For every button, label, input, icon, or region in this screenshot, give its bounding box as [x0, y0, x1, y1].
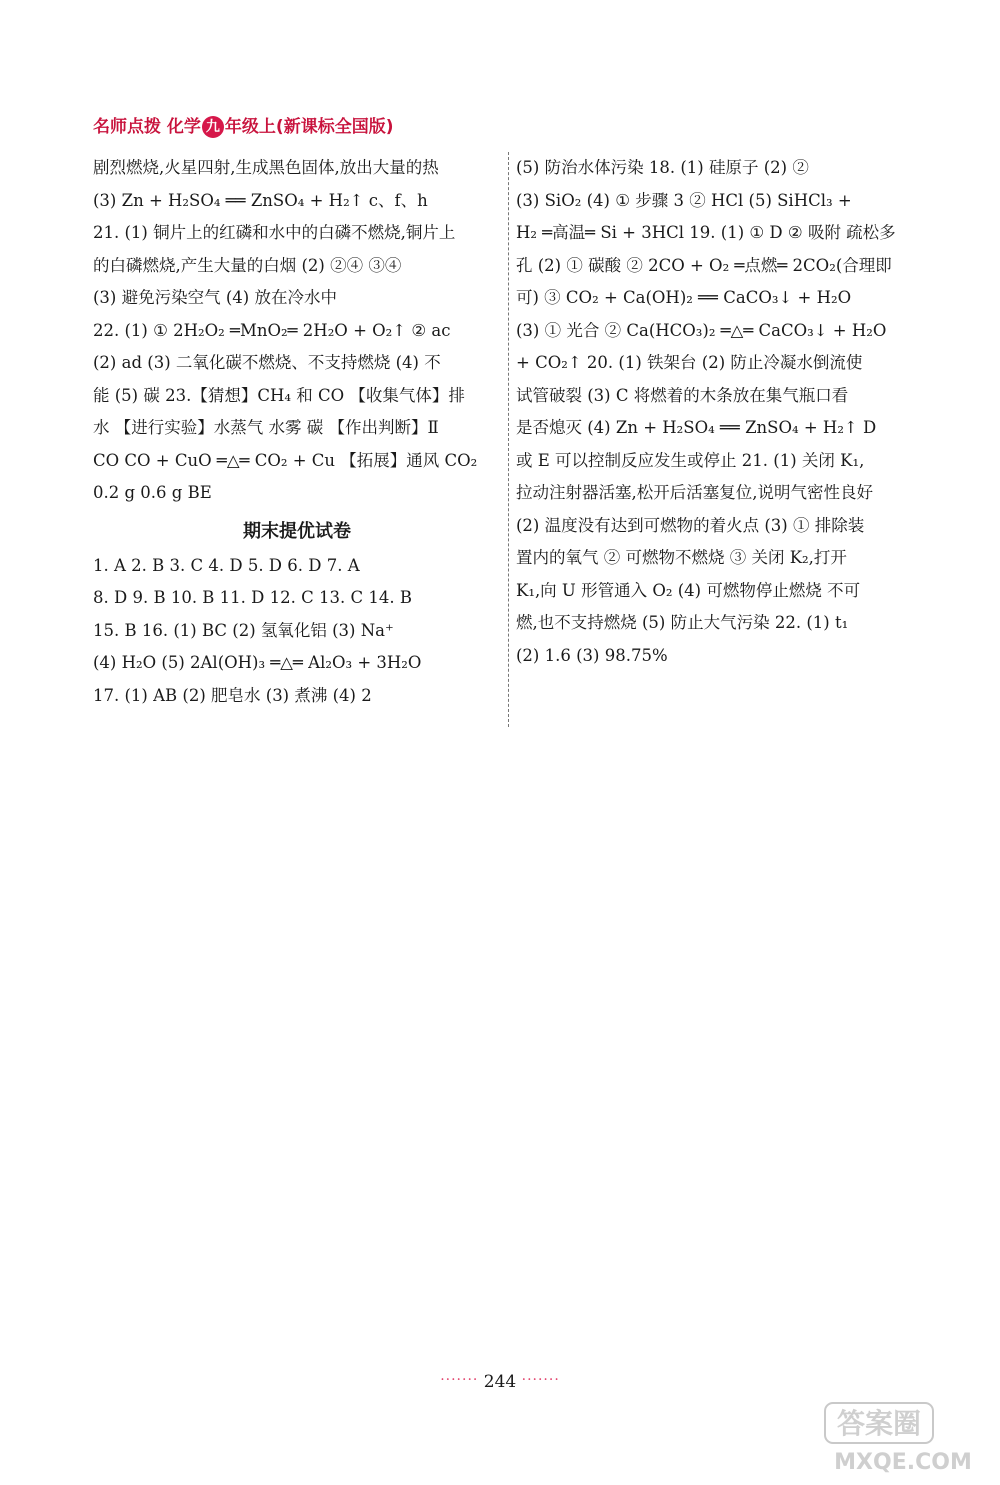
text-line: 试管破裂 (3) C 将燃着的木条放在集气瓶口看 [516, 385, 849, 405]
text-line: (3) SiO₂ (4) ① 步骤 3 ② HCl (5) SiHCl₃ + [516, 190, 852, 210]
text-line: CO CO + CuO ═△═ CO₂ + Cu 【拓展】通风 CO₂ [93, 450, 478, 470]
text-line: 水 【进行实验】水蒸气 水雾 碳 【作出判断】Ⅱ [93, 418, 439, 437]
text-line: (3) ① 光合 ② Ca(HCO₃)₂ ═△═ CaCO₃↓ + H₂O [516, 320, 887, 340]
header-prefix: 名师点拨 化学 [93, 117, 201, 137]
right-column [516, 152, 924, 672]
text-line: (3) Zn + H₂SO₄ ══ ZnSO₄ + H₂↑ c、f、h [93, 190, 428, 210]
section-title: 期末提优试卷 [243, 520, 351, 542]
watermark-logo [823, 1397, 983, 1477]
text-line: (5) 防治水体污染 18. (1) 硅原子 (2) ② [516, 158, 809, 177]
text-line: (2) ad (3) 二氧化碳不燃烧、不支持燃烧 (4) 不 [93, 353, 441, 372]
page-number-dots-left: ······· [440, 1372, 479, 1388]
text-line: 或 E 可以控制反应发生或停止 21. (1) 关闭 K₁, [516, 450, 865, 470]
text-line: H₂ ═高温═ Si + 3HCl 19. (1) ① D ② 吸附 疏松多 [516, 223, 896, 242]
text-line: 燃,也不支持燃烧 (5) 防止大气污染 22. (1) t₁ [516, 613, 849, 632]
text-line: 1. A 2. B 3. C 4. D 5. D 6. D 7. A [93, 555, 360, 575]
watermark-bottom-text: MXQE.COM [834, 1450, 972, 1475]
text-line: 15. B 16. (1) BC (2) 氢氧化铝 (3) Na⁺ [93, 620, 394, 640]
text-line: 的白磷燃烧,产生大量的白烟 (2) ②④ ③④ [93, 255, 402, 275]
left-column [93, 152, 501, 712]
text-line: 拉动注射器活塞,松开后活塞复位,说明气密性良好 [516, 483, 873, 502]
page-number-dots-right: ······· [521, 1372, 560, 1388]
running-header [93, 112, 393, 138]
text-line: 是否熄灭 (4) Zn + H₂SO₄ ══ ZnSO₄ + H₂↑ D [516, 418, 877, 437]
text-line: 21. (1) 铜片上的红磷和水中的白磷不燃烧,铜片上 [93, 223, 456, 242]
text-line: (3) 避免污染空气 (4) 放在冷水中 [93, 288, 337, 307]
header-suffix: 年级上(新课标全国版) [224, 117, 394, 137]
text-line: 22. (1) ① 2H₂O₂ ═MnO₂═ 2H₂O + O₂↑ ② ac [93, 320, 451, 340]
text-line: (4) H₂O (5) 2Al(OH)₃ ═△═ Al₂O₃ + 3H₂O [93, 653, 422, 672]
page-number-value: 244 [483, 1372, 517, 1392]
text-line: 17. (1) AB (2) 肥皂水 (3) 煮沸 (4) 2 [93, 685, 372, 705]
text-line: (2) 1.6 (3) 98.75% [516, 645, 668, 665]
page-number [0, 1372, 1000, 1392]
text-line: (2) 温度没有达到可燃物的着火点 (3) ① 排除装 [516, 515, 865, 535]
text-line: + CO₂↑ 20. (1) 铁架台 (2) 防止冷凝水倒流使 [516, 353, 863, 372]
grade-badge: 九 [202, 116, 224, 138]
text-line: 8. D 9. B 10. B 11. D 12. C 13. C 14. B [93, 588, 412, 607]
text-line: 0.2 g 0.6 g BE [93, 483, 212, 502]
text-line: 可) ③ CO₂ + Ca(OH)₂ ══ CaCO₃↓ + H₂O [516, 288, 852, 307]
text-line: 孔 (2) ① 碳酸 ② 2CO + O₂ ═点燃═ 2CO₂(合理即 [516, 255, 892, 275]
watermark-top-text: 答案圈 [836, 1407, 922, 1440]
text-line: 置内的氧气 ② 可燃物不燃烧 ③ 关闭 K₂,打开 [516, 548, 847, 567]
column-divider [508, 152, 509, 727]
text-line: K₁,向 U 形管通入 O₂ (4) 可燃物停止燃烧 不可 [516, 580, 861, 600]
text-line: 剧烈燃烧,火星四射,生成黑色固体,放出大量的热 [93, 158, 439, 177]
text-line: 能 (5) 碳 23.【猜想】CH₄ 和 CO 【收集气体】排 [93, 385, 465, 405]
